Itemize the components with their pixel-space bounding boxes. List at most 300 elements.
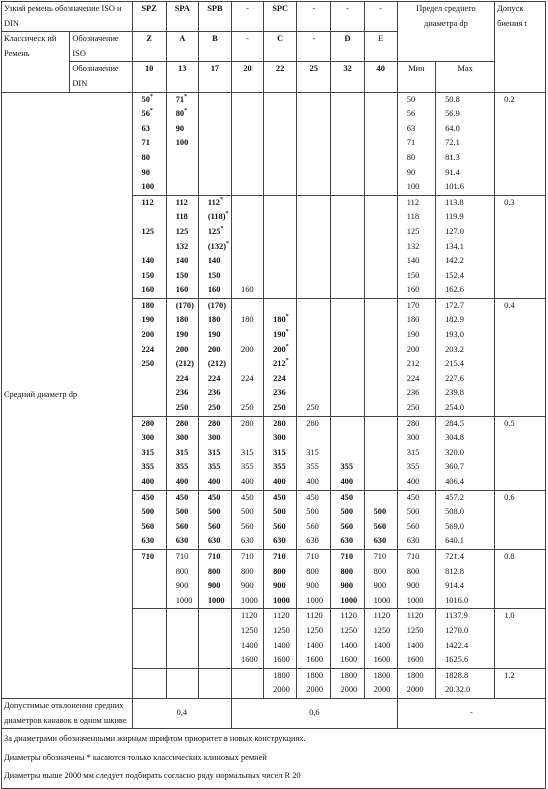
- diameter-value: [299, 431, 328, 446]
- group-2-col-1: [166, 298, 198, 416]
- group-3-col-1: [166, 416, 198, 490]
- diameter-value: 180: [175, 315, 189, 325]
- group-3-min: [397, 416, 435, 490]
- diameter-value: 1000: [175, 595, 193, 605]
- deviation-value-3: -: [397, 698, 545, 728]
- max-value: 127.0: [445, 226, 464, 236]
- diameter-value: 1400: [373, 640, 391, 650]
- diameter-value: 630: [373, 536, 387, 546]
- max-value: 182.9: [445, 315, 464, 325]
- diameter-value: 1800: [273, 670, 290, 680]
- group-2-min: [397, 298, 435, 416]
- min-value: 300: [406, 433, 420, 443]
- diameter-value: 355: [175, 462, 189, 472]
- group-6-col-7: [364, 609, 397, 668]
- diameter-value: 150: [175, 270, 189, 280]
- diameter-value: 450: [306, 492, 319, 502]
- diameter-value: 560: [306, 521, 319, 531]
- group-2-col-6: [331, 298, 364, 416]
- diameter-value: 224: [175, 373, 189, 383]
- min-value: 90: [406, 167, 416, 177]
- max-value: 1016.0: [445, 595, 469, 605]
- group-7-col-1: [166, 668, 198, 698]
- group-3-max: [436, 416, 495, 490]
- max-value: 812.8: [445, 566, 464, 576]
- diameter-value: 125: [141, 226, 155, 236]
- diameter-value: 280: [141, 418, 155, 428]
- diameter-value: [135, 565, 164, 580]
- diameter-value: 710: [340, 551, 354, 561]
- group-4-col-1: [166, 490, 198, 549]
- group-5-tolerance: [495, 549, 546, 608]
- group-7-col-4: [264, 668, 297, 698]
- max-value: 215.4: [445, 359, 464, 369]
- diameter-value: 900: [273, 581, 286, 591]
- diameter-value: 1600: [306, 655, 324, 665]
- pulley-diameter-table: [1, 1, 546, 789]
- diameter-value: [234, 269, 261, 284]
- diameter-value: 125*: [207, 226, 224, 236]
- diameter-value: 1400: [273, 640, 290, 650]
- min-value: 1120: [406, 611, 424, 621]
- diameter-value: 1600: [340, 655, 358, 665]
- diameter-value: 160: [141, 285, 155, 295]
- max-value: 203.2: [445, 344, 464, 354]
- group-0-max: [436, 92, 495, 195]
- max-value: 254.0: [445, 403, 464, 413]
- diameter-value: 236: [273, 388, 286, 398]
- diameter-value: 112: [175, 197, 188, 207]
- diameter-value: 118: [175, 212, 188, 222]
- diameter-value: 63: [141, 123, 150, 133]
- group-5-col-6: [331, 549, 364, 608]
- diameter-value: 280: [175, 418, 189, 428]
- diameter-value: 80*: [175, 108, 188, 119]
- diameter-value: 140: [207, 256, 221, 266]
- group-7-col-3: [232, 668, 264, 698]
- diameter-value: 400: [241, 477, 254, 486]
- diameter-value: 315: [241, 447, 254, 457]
- diameter-value: 710: [141, 551, 155, 561]
- group-5-col-5: [297, 549, 331, 608]
- diameter-value: 710: [373, 551, 387, 561]
- diameter-value: 800: [241, 566, 254, 576]
- diameter-value: 190: [141, 315, 155, 325]
- narrow-col-4: SPC: [264, 2, 297, 32]
- group-3-col-7: [364, 416, 397, 490]
- group-5-min: [397, 549, 435, 608]
- diameter-value: 236: [175, 388, 189, 398]
- diameter-value: [367, 491, 395, 506]
- diameter-value: 1120: [340, 611, 357, 621]
- diameter-value: [333, 431, 361, 446]
- group-1-col-5: [297, 195, 331, 298]
- group-5-col-4: [264, 549, 297, 608]
- diameter-value: 100: [175, 138, 189, 148]
- diameter-value: [299, 299, 328, 314]
- group-2-max: [436, 298, 495, 416]
- max-value: 1137.9: [445, 611, 468, 621]
- min-value: 1800: [406, 670, 424, 680]
- diameter-value: 630: [175, 536, 189, 546]
- group-1-col-2: [198, 195, 231, 298]
- min-value: 63: [406, 123, 416, 133]
- din-col-1: 13: [166, 62, 198, 92]
- max-value: 152.4: [445, 270, 464, 280]
- min-value: 125: [406, 226, 420, 236]
- diameter-value: 450: [141, 492, 155, 502]
- diameter-value: 400: [306, 477, 319, 486]
- group-1-min: [397, 195, 435, 298]
- diameter-value: 2000: [306, 685, 324, 695]
- group-7-col-0: [132, 668, 166, 698]
- diameter-value: 315: [207, 447, 221, 457]
- diameter-value: 190: [207, 330, 221, 340]
- group-4-col-2: [198, 490, 231, 549]
- min-value: 118: [406, 212, 420, 222]
- diameter-value: 355: [141, 462, 155, 472]
- min-value: 1000: [406, 595, 424, 605]
- tolerance-value: 1.0: [504, 611, 515, 621]
- diameter-value: 112*: [207, 196, 223, 207]
- group-4-max: [436, 490, 495, 549]
- narrow-col-7: -: [364, 2, 397, 32]
- diameter-value: 2000: [340, 685, 358, 695]
- din-col-3: 20: [232, 62, 264, 92]
- footnote-1: Диаметры обозначены * касаются только классических клиновых ремней: [4, 752, 267, 762]
- group-1-col-0: [132, 195, 166, 298]
- max-value: 193.0: [445, 330, 464, 340]
- group-0-col-2: [198, 92, 231, 195]
- diameter-value: 630: [273, 536, 286, 546]
- group-3-col-5: [297, 416, 331, 490]
- min-value: 280: [406, 418, 420, 428]
- diameter-value: (170): [207, 300, 226, 310]
- diameter-value: 180: [207, 315, 221, 325]
- max-value: 239.8: [445, 388, 464, 398]
- max-value: 81.3: [445, 152, 460, 162]
- group-4-col-3: [232, 490, 264, 549]
- diameter-value: 630: [306, 536, 319, 546]
- group-4-tolerance: [495, 490, 546, 549]
- diameter-value: 1400: [306, 640, 324, 650]
- min-value: 80: [406, 152, 416, 162]
- min-value: 630: [406, 536, 420, 546]
- group-2-tolerance: [495, 298, 546, 416]
- diameter-value: 280: [207, 418, 221, 428]
- deviation-label: Допустимые отклонения средних диаметров канавок в одном шкиве: [2, 698, 133, 728]
- diameter-value: (212): [207, 359, 226, 369]
- notes-row: [2, 729, 546, 789]
- group-4-col-7: [364, 490, 397, 549]
- diameter-value: [135, 240, 164, 255]
- group-3-col-6: [331, 416, 364, 490]
- tolerance-value: 0.3: [504, 197, 515, 207]
- max-value: 134.1: [445, 241, 464, 251]
- group-3-col-4: [264, 416, 297, 490]
- diameter-value: (118)*: [207, 211, 229, 222]
- diameter-value: 710: [207, 551, 221, 561]
- diameter-value: 1250: [373, 625, 391, 635]
- group-3-col-2: [198, 416, 231, 490]
- diameter-value: 160: [241, 285, 254, 295]
- diameter-value: 140: [141, 256, 155, 266]
- diameter-value: 224: [273, 373, 286, 383]
- diameter-value: 500: [207, 507, 221, 517]
- diameter-value: [135, 579, 164, 594]
- diameter-value: 400: [340, 477, 354, 486]
- diameter-value: 1400: [340, 640, 358, 650]
- diameter-value: 1250: [340, 625, 358, 635]
- diameter-value: [234, 328, 261, 343]
- diameter-value: 2000: [373, 685, 391, 695]
- group-1-col-3: [232, 195, 264, 298]
- diameter-value: 450: [340, 492, 354, 502]
- diameter-value: 1000: [207, 595, 225, 605]
- min-value: 180: [406, 315, 420, 325]
- min-value: 50: [406, 94, 416, 104]
- diameter-value: [234, 196, 261, 211]
- diameter-value: [333, 446, 361, 461]
- max-value: 304.8: [445, 433, 464, 443]
- diameter-value: 630: [340, 536, 354, 546]
- din-col-4: 22: [264, 62, 297, 92]
- din-col-5: 25: [297, 62, 331, 92]
- diameter-value: 355: [306, 462, 319, 472]
- diameter-value: 224: [241, 373, 254, 383]
- max-value: 142.2: [445, 256, 464, 266]
- diameter-value: 315: [306, 447, 319, 457]
- tolerance-value: 0.2: [504, 94, 515, 104]
- diameter-value: 315: [175, 447, 189, 457]
- diameter-value: 200: [241, 344, 254, 354]
- group-2-col-0: [132, 298, 166, 416]
- diameter-value: 900: [373, 581, 387, 591]
- max-value: 64.0: [445, 123, 460, 133]
- group-7-min: [397, 668, 435, 698]
- diameter-value: 800: [340, 566, 354, 576]
- min-value: 1400: [406, 640, 424, 650]
- diameter-value: 1600: [241, 655, 258, 665]
- max-value: 914.4: [445, 581, 464, 591]
- group-7-col-5: [297, 668, 331, 698]
- diameter-value: 300: [273, 433, 286, 443]
- diameter-value: 630: [141, 536, 155, 546]
- group-1-col-4: [264, 195, 297, 298]
- min-value: 400: [406, 477, 420, 486]
- diameter-value: 250: [207, 403, 221, 413]
- diameter-value: [266, 299, 294, 314]
- max-value: 284.5: [445, 418, 464, 428]
- diameter-value: 180: [141, 300, 155, 310]
- max-value: 457.2: [445, 492, 464, 502]
- diameter-value: 1120: [306, 611, 323, 621]
- diameter-value: 1800: [373, 670, 391, 680]
- diameter-value: 900: [241, 581, 254, 591]
- group-3-tolerance: [495, 416, 546, 490]
- group-3-col-0: [132, 416, 166, 490]
- max-value: 172.7: [445, 300, 464, 310]
- diameter-value: 500: [175, 507, 189, 517]
- group-4-col-6: [331, 490, 364, 549]
- group-6-col-5: [297, 609, 331, 668]
- diameter-value: [135, 401, 164, 416]
- iso-col-4: C: [264, 32, 297, 62]
- group-1-max: [436, 195, 495, 298]
- max-value: 72.1: [445, 138, 460, 148]
- min-label: Мин: [397, 62, 435, 92]
- group-4-col-0: [132, 490, 166, 549]
- group-0-col-4: [264, 92, 297, 195]
- diameter-value: 560: [141, 521, 155, 531]
- din-col-7: 40: [364, 62, 397, 92]
- group-1-col-7: [364, 195, 397, 298]
- diameter-value: 250: [273, 403, 286, 413]
- din-col-2: 17: [198, 62, 231, 92]
- group-7-col-6: [331, 668, 364, 698]
- diameter-value: 560: [175, 521, 189, 531]
- diameter-value: 200*: [273, 343, 289, 354]
- diameter-value: 630: [241, 536, 254, 546]
- narrow-col-1: SPA: [166, 2, 198, 32]
- diameter-limit-label: Предел среднего диаметра dр: [397, 2, 494, 62]
- diameter-value: 180: [241, 315, 254, 325]
- diameter-value: 90: [175, 123, 185, 133]
- diameter-value: 180*: [273, 314, 289, 325]
- max-value: 569.0: [445, 521, 464, 531]
- diameter-value: 800: [273, 566, 286, 576]
- min-value: 355: [406, 462, 420, 472]
- group-0-min: [397, 92, 435, 195]
- diameter-value: 200: [141, 330, 155, 340]
- diameter-value: [234, 299, 261, 314]
- group-5-col-2: [198, 549, 231, 608]
- diameter-value: 710: [306, 551, 319, 561]
- diameter-value: 1400: [241, 640, 258, 650]
- max-value: 227.6: [445, 373, 464, 383]
- min-value: 900: [406, 581, 420, 591]
- diameter-value: 1000: [273, 595, 290, 605]
- diameter-value: 150: [207, 270, 221, 280]
- diameter-value: 71: [141, 138, 150, 148]
- diameter-value: [234, 225, 261, 240]
- group-7-col-7: [364, 668, 397, 698]
- max-value: 1270.0: [445, 625, 469, 635]
- diameter-value: 500: [273, 507, 286, 517]
- diameter-value: 900: [175, 581, 189, 591]
- diameter-value: 1250: [273, 625, 290, 635]
- max-value: 1625.6: [445, 655, 469, 665]
- diameter-value: [135, 372, 164, 387]
- min-value: 71: [406, 138, 416, 148]
- diameter-value: 450: [241, 492, 254, 502]
- max-value: 1828.8: [445, 670, 469, 680]
- group-1-col-6: [331, 195, 364, 298]
- deviation-value-2: 0,6: [232, 698, 398, 728]
- diameter-value: [299, 343, 328, 358]
- min-value: 500: [406, 507, 420, 517]
- diameter-value: 132: [175, 241, 189, 251]
- diameter-value: 630: [207, 536, 221, 546]
- diameter-value: 400: [175, 477, 189, 486]
- diameter-value: 300: [207, 433, 221, 443]
- diameter-value: 190*: [273, 329, 289, 340]
- diameter-value: [299, 328, 328, 343]
- diameter-value: 1250: [241, 625, 258, 635]
- footnote-0: За диаметрами обозначенными жирным шрифтом приоритет в новых конструкциях.: [4, 734, 306, 744]
- diameter-value: 450: [207, 492, 221, 502]
- max-value: 50.8: [445, 94, 460, 104]
- group-2-col-2: [198, 298, 231, 416]
- diameter-value: 160: [207, 285, 221, 295]
- min-value: 800: [406, 566, 420, 576]
- max-value: 56.9: [445, 109, 460, 119]
- diameter-value: 224: [207, 373, 221, 383]
- diameter-value: 400: [141, 477, 155, 486]
- group-6-min: [397, 609, 435, 668]
- group-1-col-1: [166, 195, 198, 298]
- tolerance-label: Допуск биения t: [495, 2, 546, 93]
- iso-col-7: E: [364, 32, 397, 62]
- diameter-value: 140: [175, 256, 189, 266]
- diameter-value: 560: [340, 521, 354, 531]
- group-1-tolerance: [495, 195, 546, 298]
- max-value: 119.9: [445, 212, 464, 222]
- diameter-value: [299, 372, 328, 387]
- diameter-value: (132)*: [207, 240, 229, 251]
- diameter-value: [135, 386, 164, 401]
- diameter-value: 315: [273, 447, 286, 457]
- group-6-col-1: [166, 609, 198, 668]
- group-6-col-6: [331, 609, 364, 668]
- diameter-value: 900: [306, 581, 319, 591]
- diameter-value: 900: [207, 581, 221, 591]
- diameter-value: 1120: [273, 611, 290, 621]
- min-value: 200: [406, 344, 420, 354]
- diameter-value: 280: [241, 418, 254, 428]
- diameter-value: 400: [207, 477, 221, 486]
- min-value: 150: [406, 270, 420, 280]
- diameter-value: 560: [241, 521, 254, 531]
- min-value: 2000: [406, 685, 424, 695]
- diameter-value: [333, 417, 361, 432]
- group-2-col-7: [364, 298, 397, 416]
- diameter-value: 1000: [340, 595, 358, 605]
- diameter-value: [234, 357, 261, 372]
- diameter-value: 112: [141, 197, 154, 207]
- min-value: 224: [406, 373, 420, 383]
- header-row-narrow: [2, 2, 546, 32]
- min-value: 140: [406, 256, 420, 266]
- diameter-value: 500: [306, 507, 319, 517]
- tolerance-value: 0.4: [504, 300, 515, 310]
- diameter-value: 250: [141, 359, 155, 369]
- diameter-value: 500: [241, 507, 254, 517]
- diameter-value: 280: [273, 418, 286, 428]
- diameter-value: 1800: [306, 670, 324, 680]
- group-4-col-4: [264, 490, 297, 549]
- diameter-value: 125: [175, 226, 189, 236]
- diameter-value: 250: [306, 403, 319, 413]
- diameter-value: 500: [340, 507, 354, 517]
- diameter-value: 71*: [175, 93, 188, 104]
- diameter-value: 1000: [241, 595, 258, 605]
- diameter-value: 90: [141, 167, 150, 177]
- max-value: 360.7: [445, 462, 464, 472]
- narrow-belt-label: Узкий ремень обозначение ISO и DIN: [2, 2, 133, 32]
- diameter-value: 80: [141, 152, 150, 162]
- diameter-value: (170): [175, 300, 194, 310]
